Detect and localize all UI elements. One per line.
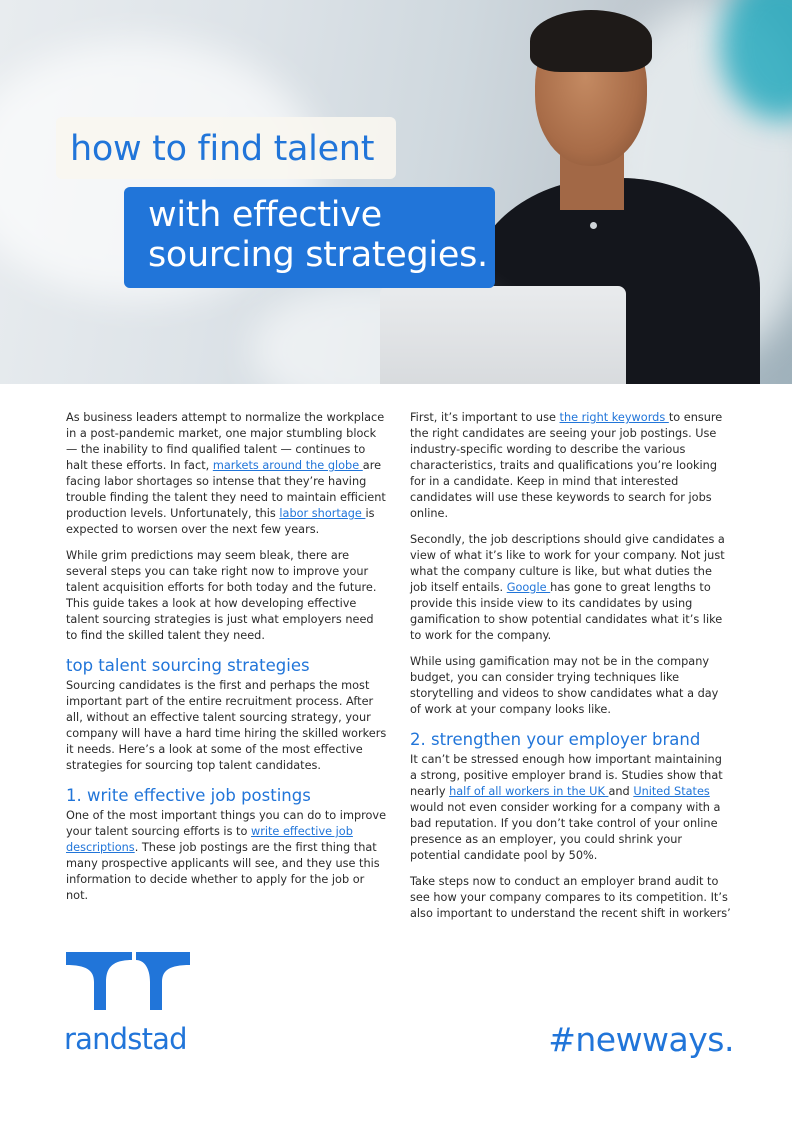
randstad-logo-icon xyxy=(66,952,190,1010)
link-google[interactable]: Google xyxy=(506,581,551,594)
link-write-effective-job-descriptions[interactable]: write effective job descriptions xyxy=(66,825,353,854)
paragraph-brand-audit: Take steps now to conduct an employer brand audit to see how your company compares to its competition. It’s also important to understand the recent shift in workers’ xyxy=(410,875,731,920)
text-span: . These job postings are the first thing that many prospective applicants will see, and they use this information to decide whether to apply for the job or not. xyxy=(66,841,380,902)
text-span: are facing labor shortages so intense that they’re having trouble finding the talent they need to maintain efficient production levels. Unfortunately, this xyxy=(66,459,386,520)
link-half-of-workers-uk[interactable]: half of all workers in the UK xyxy=(449,785,609,798)
shirt-button xyxy=(590,222,597,229)
paragraph-intro xyxy=(66,410,388,538)
heading-top-talent-sourcing: top talent sourcing strategies xyxy=(66,656,310,675)
link-the-right-keywords[interactable]: the right keywords xyxy=(559,411,669,424)
text-span: First, it’s important to use xyxy=(410,411,560,424)
link-labor-shortage[interactable]: labor shortage xyxy=(279,507,366,520)
text-span: It can’t be stressed enough how important maintaining a strong, positive employer brand is. Studies show that nearly xyxy=(410,753,723,798)
left-column xyxy=(66,410,388,914)
text-span: and xyxy=(608,785,634,798)
paragraph-sourcing: Sourcing candidates is the first and perhaps the most important part of the entire recruitment process. After all, without an effective talent sourcing strategy, your company will have a hard time hiring the skilled workers it needs. Here’s a look at some of the most effective strategies for sourcing top talent candidates. xyxy=(66,679,387,772)
text-span: to ensure the right candidates are seeing your job postings. Use industry-specific wording to describe the various characteristics, traits and qualifications you’re looking for in a candidate. Keep in mind that interested candidates will use these keywords to search for jobs online. xyxy=(410,411,723,520)
paragraph-employer-brand xyxy=(410,752,732,864)
paragraph-job-descriptions xyxy=(410,532,732,644)
page-title-line2: with effective sourcing strategies. xyxy=(148,195,488,275)
randstad-wordmark: randstad xyxy=(64,1022,187,1056)
laptop xyxy=(380,286,626,384)
paragraph-job-postings xyxy=(66,808,388,904)
link-united-states[interactable]: United States xyxy=(633,785,710,798)
person-hair xyxy=(530,10,652,72)
text-span: As business leaders attempt to normalize the workplace in a post-pandemic market, one major stumbling block — the inability to find qualified talent — continues to halt these efforts. In fact, xyxy=(66,411,385,472)
text-span: One of the most important things you can do to improve your talent sourcing efforts is to xyxy=(66,809,387,838)
text-span: would not even consider working for a company with a bad reputation. If you don’t take control of your online presence as an employer, you could shrink your potential candidate pool by 50%. xyxy=(410,801,721,862)
heading-write-job-postings: 1. write effective job postings xyxy=(66,786,311,805)
text-span: Secondly, the job descriptions should give candidates a view of what it’s like to work for your company. Not just what the company culture is like, but what duties the job itself entails. xyxy=(410,533,725,594)
paragraph-predictions: While grim predictions may seem bleak, there are several steps you can take right now to improve your talent acquisition efforts for both today and the future. This guide takes a look at how developing effective talent sourcing strategies is just what employers need to find the skilled talent they need. xyxy=(66,549,377,642)
heading-employer-brand: 2. strengthen your employer brand xyxy=(410,730,701,749)
text-span: is expected to worsen over the next few years. xyxy=(66,507,375,536)
paragraph-keywords xyxy=(410,410,732,522)
newways-tagline: #newways. xyxy=(548,1020,734,1059)
link-markets-around-the-globe[interactable]: markets around the globe xyxy=(212,459,363,472)
paragraph-gamification: While using gamification may not be in the company budget, you can consider trying techniques like storytelling and videos to show candidates what a day of work at your company looks like. xyxy=(410,655,719,716)
right-column xyxy=(410,410,732,932)
page-title-line1: how to find talent xyxy=(70,129,375,169)
text-span: has gone to great lengths to provide this inside view to its candidates by using gamification to show potential candidates what it’s like to work for the company. xyxy=(410,581,723,642)
